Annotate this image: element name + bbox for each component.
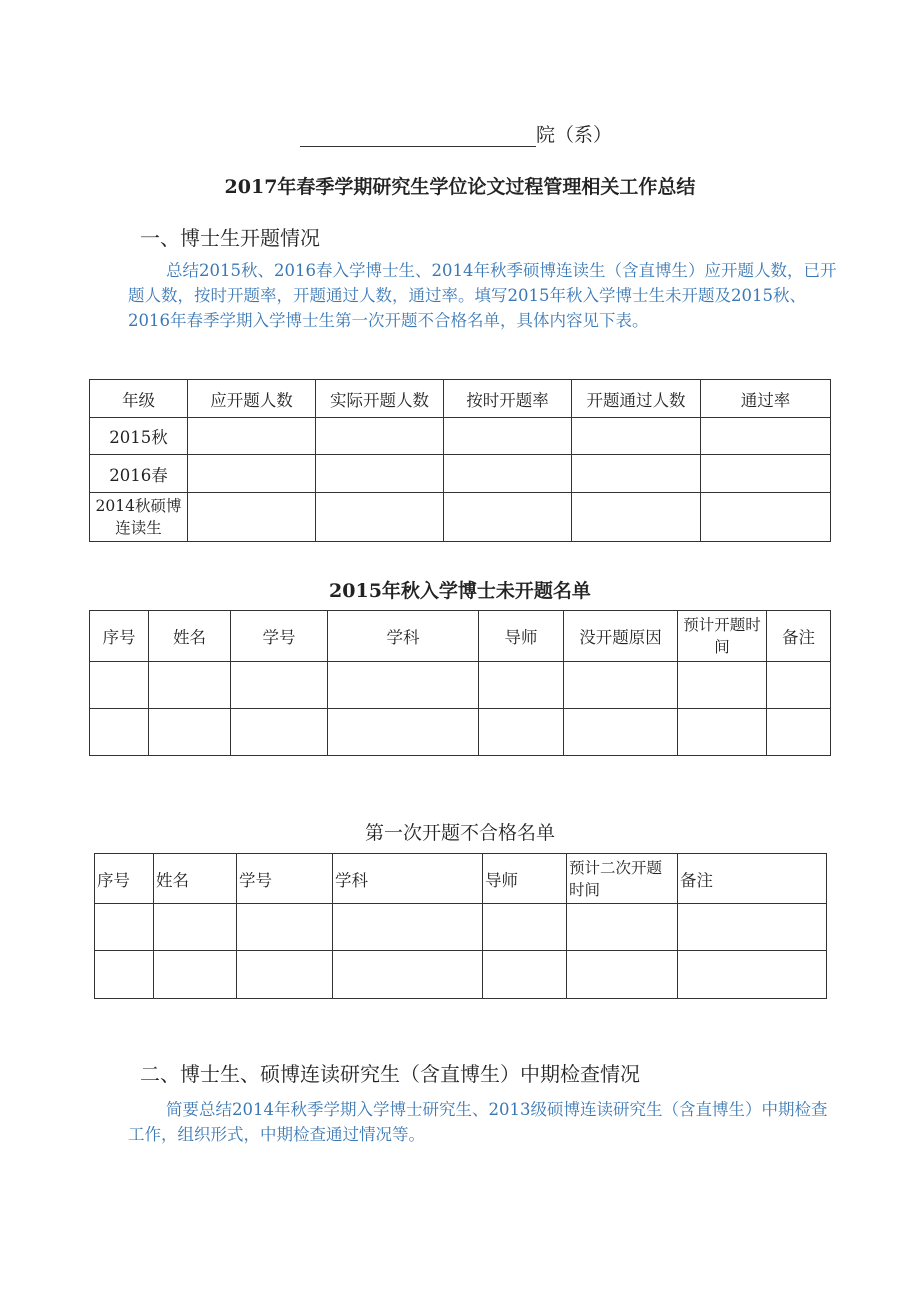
table-cell[interactable] [90, 709, 149, 756]
table-cell[interactable] [483, 904, 567, 951]
table-cell[interactable] [572, 455, 701, 493]
col-header: 备注 [678, 854, 827, 904]
col-header: 备注 [767, 611, 831, 662]
col-header: 通过率 [701, 380, 831, 418]
table-cell[interactable] [701, 455, 831, 493]
table-cell[interactable] [678, 904, 827, 951]
table-cell[interactable] [678, 951, 827, 999]
table-cell[interactable] [479, 662, 564, 709]
col-header: 预计开题时间 [678, 611, 767, 662]
table-cell[interactable] [701, 418, 831, 455]
table-cell[interactable] [444, 493, 572, 542]
table-cell[interactable] [237, 951, 333, 999]
table2-title: 2015年秋入学博士未开题名单 [329, 580, 591, 602]
table-cell[interactable] [316, 455, 444, 493]
opening-stats-table [89, 379, 831, 542]
table-cell[interactable] [678, 709, 767, 756]
table-cell[interactable] [90, 662, 149, 709]
department-suffix: 院（系） [536, 124, 613, 146]
col-header: 学科 [333, 854, 483, 904]
table-cell[interactable] [95, 951, 154, 999]
table-row [90, 418, 831, 455]
col-header: 姓名 [154, 854, 237, 904]
table-cell[interactable] [316, 493, 444, 542]
col-header: 按时开题率 [444, 380, 572, 418]
table-row [95, 904, 827, 951]
table-cell[interactable] [149, 662, 231, 709]
col-header: 年级 [90, 380, 188, 418]
document-title: 2017年春季学期研究生学位论文过程管理相关工作总结 [224, 176, 696, 198]
col-header: 实际开题人数 [316, 380, 444, 418]
table-cell[interactable] [231, 709, 328, 756]
section2-instruction: 简要总结2014年秋季学期入学博士研究生、2013级硕博连读研究生（含直博生）中期检查工作，组织形式，中期检查通过情况等。 [128, 1100, 828, 1144]
table-cell[interactable] [567, 904, 678, 951]
col-header: 没开题原因 [564, 611, 678, 662]
table-cell[interactable] [95, 904, 154, 951]
table-cell[interactable] [572, 418, 701, 455]
table-cell[interactable] [701, 493, 831, 542]
table-cell[interactable] [188, 493, 316, 542]
table-cell[interactable] [316, 418, 444, 455]
table-cell[interactable] [564, 709, 678, 756]
section1-instruction: 总结2015秋、2016春入学博士生、2014年秋季硕博连读生（含直博生）应开题人数，已开题人数，按时开题率，开题通过人数，通过率。填写2015年秋入学博士生未开题及2015秋、2016年春季学期入学博士生第一次开题不合格名单，具体内容见下表。 [128, 261, 837, 330]
table-cell[interactable] [767, 662, 831, 709]
table-cell[interactable] [483, 951, 567, 999]
col-header: 学号 [237, 854, 333, 904]
table-row [90, 493, 831, 542]
table-cell[interactable] [328, 662, 479, 709]
table-cell[interactable] [149, 709, 231, 756]
row-label: 2015秋 [90, 418, 188, 455]
failed-opening-table [94, 853, 827, 999]
section2-heading: 二、博士生、硕博连读研究生（含直博生）中期检查情况 [140, 1062, 640, 1086]
table-cell[interactable] [444, 418, 572, 455]
col-header: 导师 [479, 611, 564, 662]
department-blank[interactable] [300, 126, 536, 147]
section1-heading: 一、博士生开题情况 [140, 226, 320, 250]
table-cell[interactable] [479, 709, 564, 756]
table-cell[interactable] [572, 493, 701, 542]
table-cell[interactable] [767, 709, 831, 756]
col-header: 开题通过人数 [572, 380, 701, 418]
table-cell[interactable] [188, 455, 316, 493]
col-header: 导师 [483, 854, 567, 904]
table-cell[interactable] [328, 709, 479, 756]
table-cell[interactable] [333, 951, 483, 999]
col-header: 学号 [231, 611, 328, 662]
row-label: 2016春 [90, 455, 188, 493]
table-row [95, 951, 827, 999]
table-row [90, 662, 831, 709]
table-cell[interactable] [567, 951, 678, 999]
col-header: 应开题人数 [188, 380, 316, 418]
table-cell[interactable] [154, 904, 237, 951]
col-header: 学科 [328, 611, 479, 662]
table-cell[interactable] [231, 662, 328, 709]
table-cell[interactable] [333, 904, 483, 951]
col-header: 序号 [90, 611, 149, 662]
table-cell[interactable] [237, 904, 333, 951]
col-header: 序号 [95, 854, 154, 904]
col-header: 姓名 [149, 611, 231, 662]
department-line [300, 120, 612, 147]
table-cell[interactable] [444, 455, 572, 493]
table-cell[interactable] [188, 418, 316, 455]
col-header: 预计二次开题时间 [567, 854, 678, 904]
table-row [90, 709, 831, 756]
not-opened-table [89, 610, 831, 756]
table-row [90, 455, 831, 493]
row-label: 2014秋硕博连读生 [90, 493, 188, 542]
table-cell[interactable] [154, 951, 237, 999]
table-cell[interactable] [678, 662, 767, 709]
table-cell[interactable] [564, 662, 678, 709]
table3-title: 第一次开题不合格名单 [364, 822, 555, 844]
